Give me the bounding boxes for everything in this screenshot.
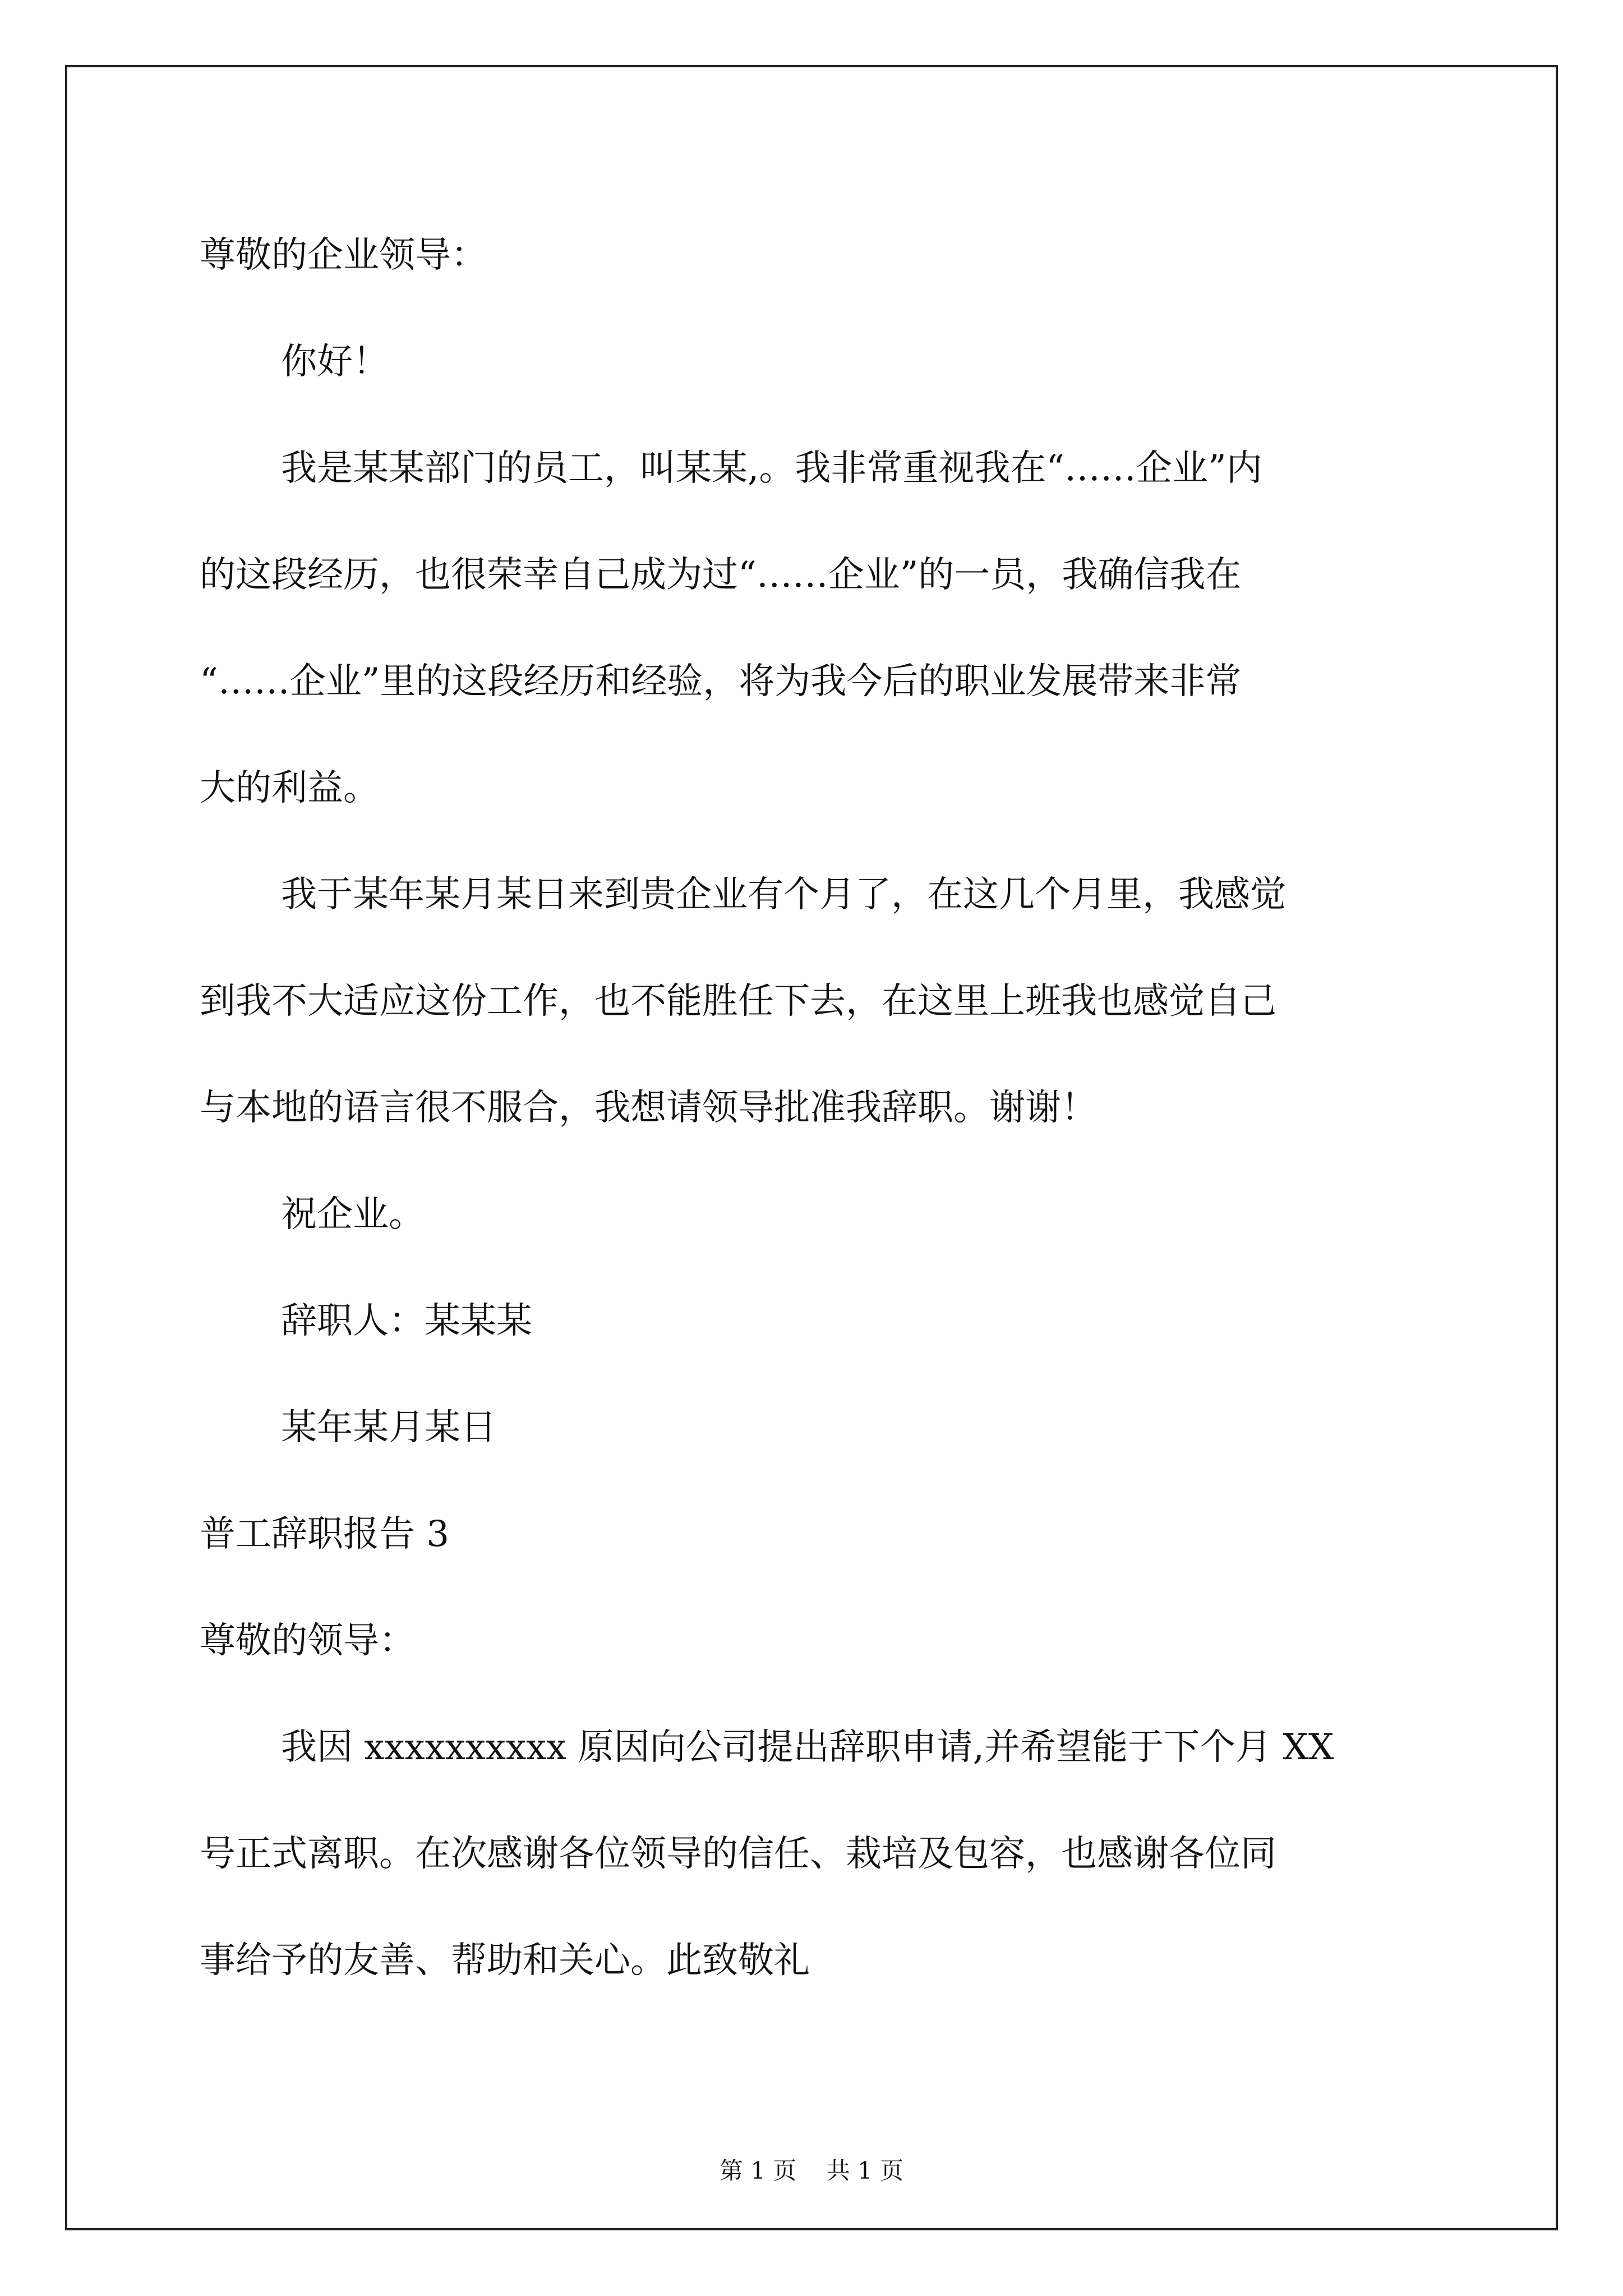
page-footer: 第 1 页 共 1 页 [719, 2157, 904, 2184]
text-line: 的这段经历，也很荣幸自己成为过“……企业”的一员，我确信我在 [200, 554, 1242, 596]
text-line: 号正式离职。在次感谢各位领导的信任、栽培及包容，也感谢各位同 [200, 1833, 1276, 1875]
text-line: 事给予的友善、帮助和关心。此致敬礼 [200, 1940, 810, 1981]
text-line: 大的利益。 [200, 767, 379, 809]
salutation: 尊敬的企业领导： [200, 234, 487, 276]
text-line: “……企业”里的这段经历和经验，将为我今后的职业发展带来非常 [200, 661, 1242, 702]
signer: 辞职人：某某某 [281, 1300, 532, 1342]
section-title: 普工辞职报告 3 [200, 1513, 450, 1555]
greeting: 你好！ [281, 341, 389, 383]
text-line: 我因 xxxxxxxxxx 原因向公司提出辞职申请,并希望能于下个月 XX [281, 1727, 1334, 1768]
salutation: 尊敬的领导： [200, 1620, 415, 1662]
text-line: 我是某某部门的员工，叫某某,。我非常重视我在“……企业”内 [281, 448, 1262, 489]
text-line: 与本地的语言很不服合，我想请领导批准我辞职。谢谢！ [200, 1087, 1097, 1129]
text-line: 到我不大适应这份工作，也不能胜任下去，在这里上班我也感觉自己 [200, 981, 1276, 1022]
closing-wish: 祝企业。 [281, 1194, 425, 1235]
date: 某年某月某日 [281, 1407, 496, 1448]
text-line: 我于某年某月某日来到贵企业有个月了，在这几个月里，我感觉 [281, 874, 1286, 915]
page-border [65, 65, 1558, 2230]
